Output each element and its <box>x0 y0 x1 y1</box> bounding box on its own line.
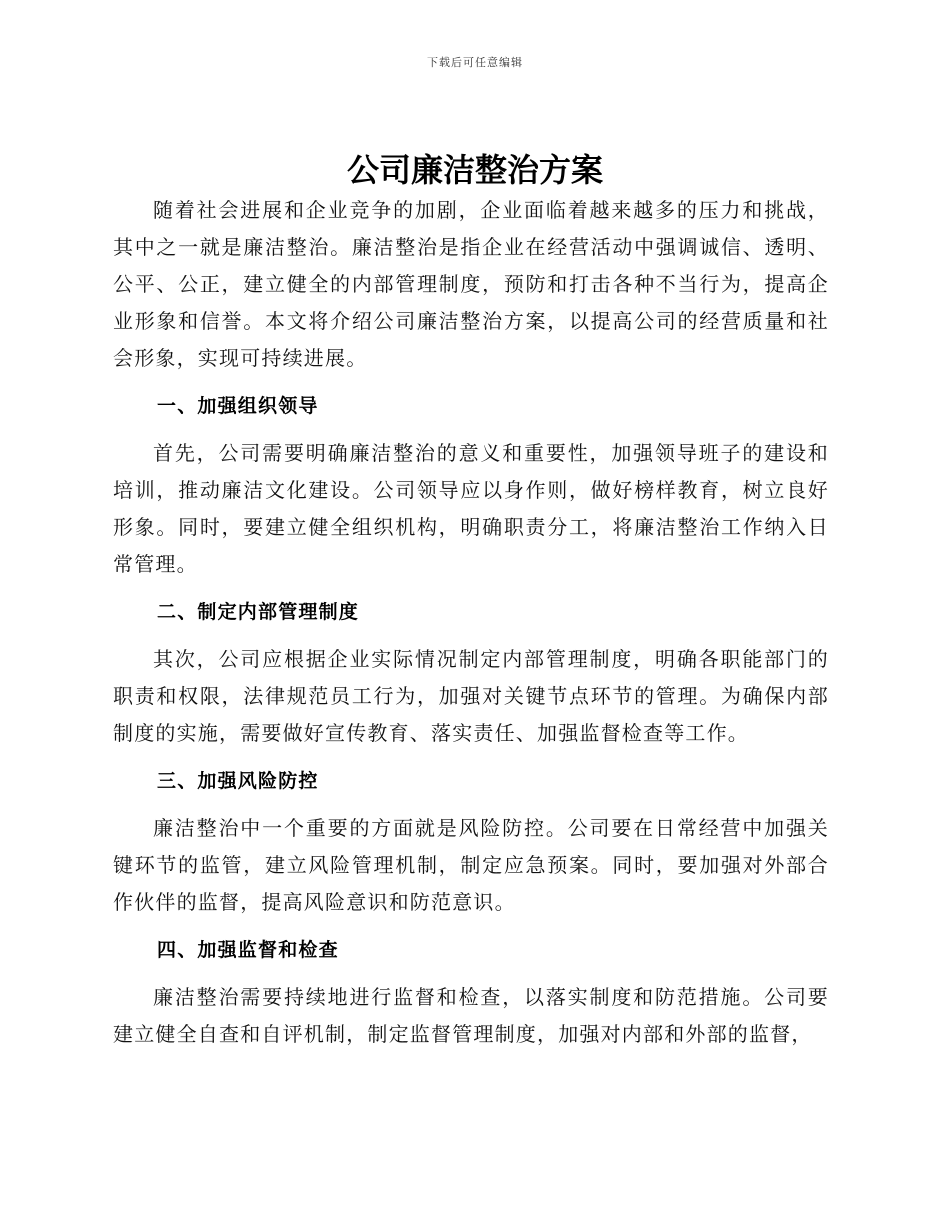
section-heading-4: 四、加强监督和检查 <box>157 939 339 961</box>
section-heading-2: 二、制定内部管理制度 <box>157 601 360 623</box>
section-paragraph-4: 廉洁整治需要持续地进行监督和检查，以落实制度和防范措施。公司要建立健全自查和自评机制，制定监督管理制度，加强对内部和外部的监督， <box>113 985 829 1046</box>
section-paragraph-1: 首先，公司需要明确廉洁整治的意义和重要性，加强领导班子的建设和培训，推动廉洁文化建设。公司领导应以身作则，做好榜样教育，树立良好形象。同时，要建立健全组织机构，明确职责分工，将廉洁整治工作纳入日常管理。 <box>113 441 829 576</box>
section-paragraph-3: 廉洁整治中一个重要的方面就是风险防控。公司要在日常经营中加强关键环节的监管，建立风险管理机制，制定应急预案。同时，要加强对外部合作伙伴的监督，提高风险意识和防范意识。 <box>113 816 829 914</box>
section-heading-1: 一、加强组织领导 <box>157 395 319 417</box>
header-note: 下载后可任意编辑 <box>427 56 523 69</box>
document-title: 公司廉洁整治方案 <box>346 151 603 189</box>
section-heading-3: 三、加强风险防控 <box>157 770 319 792</box>
intro-paragraph: 随着社会进展和企业竞争的加剧，企业面临着越来越多的压力和挑战，其中之一就是廉洁整治。廉洁整治是指企业在经营活动中强调诚信、透明、公平、公正，建立健全的内部管理制度，预防和打击各种不当行为，提高企业形象和信誉。本文将介绍公司廉洁整治方案，以提高公司的经营质量和社会形象，实现可持续进展。 <box>113 198 829 370</box>
document-body <box>113 192 829 1053</box>
section-paragraph-2: 其次，公司应根据企业实际情况制定内部管理制度，明确各职能部门的职责和权限，法律规范员工行为，加强对关键节点环节的管理。为确保内部制度的实施，需要做好宣传教育、落实责任、加强监督检查等工作。 <box>113 647 829 745</box>
